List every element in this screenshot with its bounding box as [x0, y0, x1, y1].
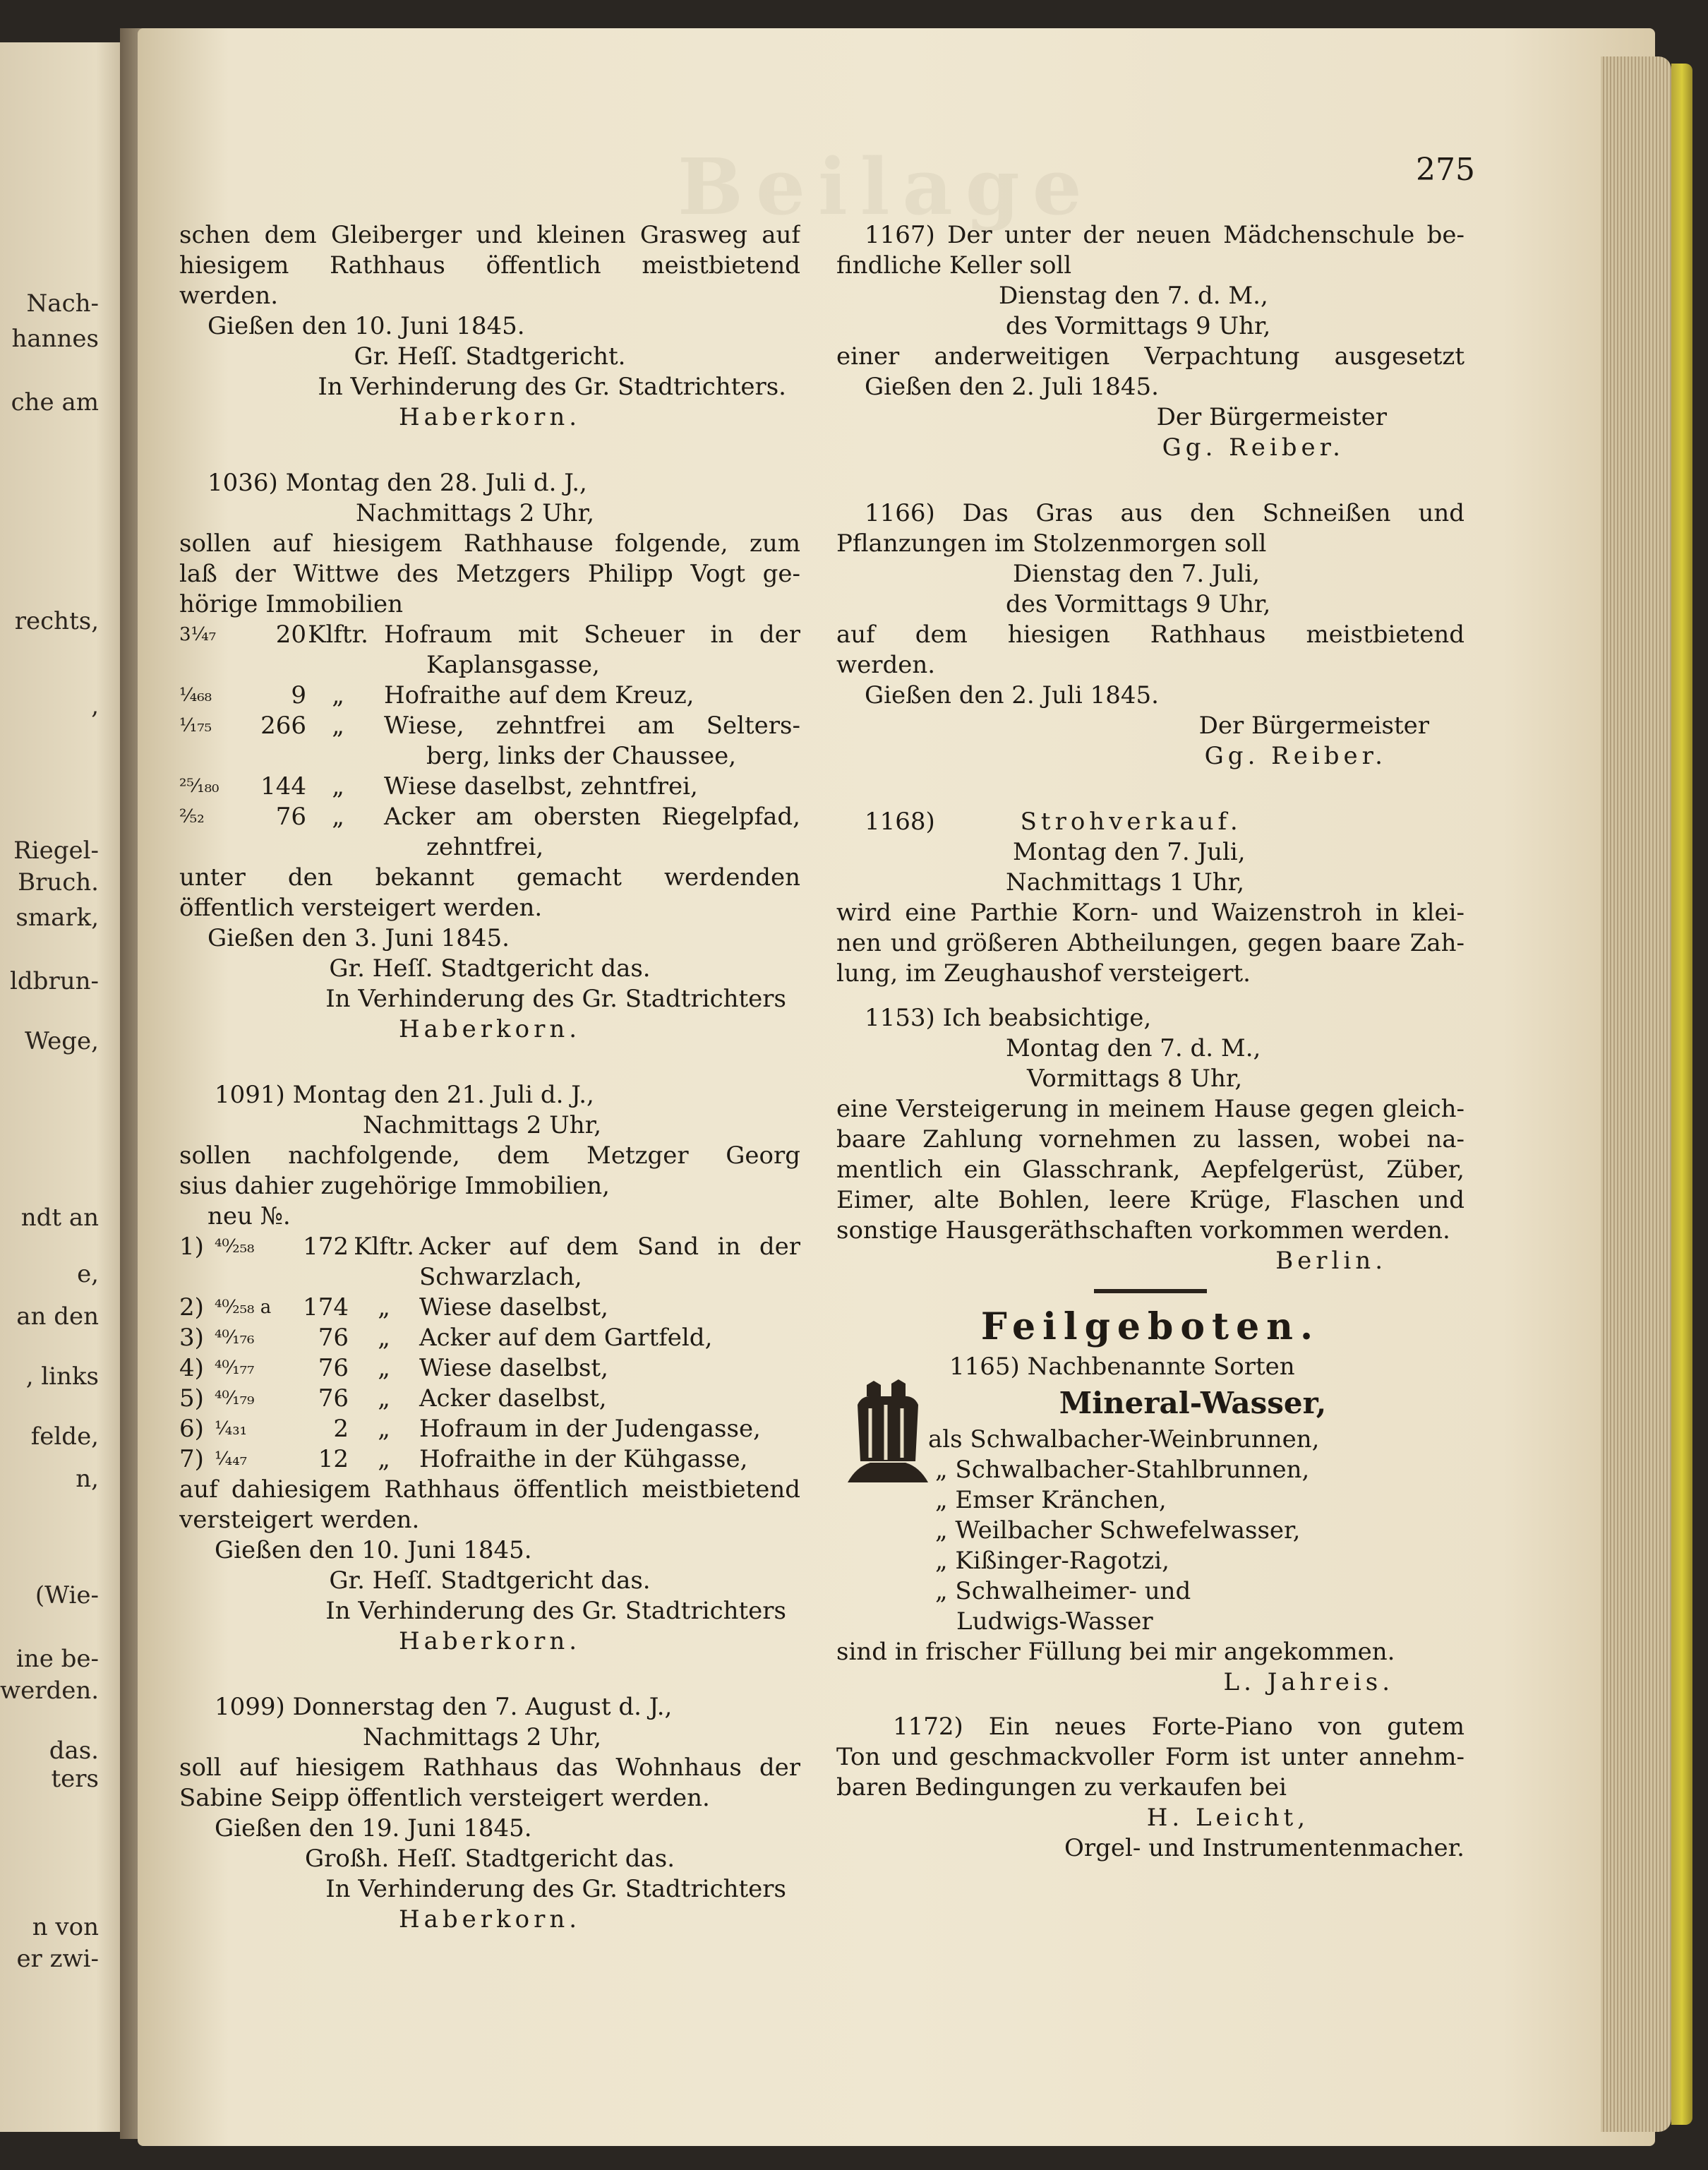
signature-name: L. Jahreis.	[1223, 1668, 1394, 1696]
ad-date: Dienstag den 7. d. M.,	[999, 282, 1268, 310]
bottle-illustration	[842, 1377, 934, 1489]
margin-fragment: felde,	[30, 1422, 99, 1451]
ad-time: Vormittags 8 Uhr,	[1027, 1065, 1243, 1093]
ad-1166	[836, 498, 1465, 772]
property-item	[179, 1323, 800, 1353]
property-description: Hofraithe auf dem Kreuz,	[384, 681, 694, 709]
bottle-neck-right	[891, 1379, 906, 1396]
margin-fragment: er zwi-	[16, 1945, 99, 1973]
plot-number: ²⁄₅₂	[179, 806, 205, 827]
text-line: Ton und geschmackvoller Form ist unter annehm-	[836, 1743, 1465, 1771]
area-unit: „	[378, 1324, 390, 1352]
property-description-cont: Schwarzlach,	[419, 1263, 582, 1291]
ad-1172	[836, 1712, 1465, 1864]
property-description: Wiese daselbst,	[419, 1354, 608, 1382]
ad-heading: 1153) Ich beabsichtige,	[865, 1004, 1152, 1032]
plot-number: ¹⁄₄₃₁	[215, 1418, 248, 1439]
text-line: sollen nachfolgende, dem Metzger Georg	[179, 1141, 800, 1170]
place-date: Gießen den 10. Juni 1845.	[215, 1536, 532, 1564]
signature-line: In Verhinderung des Gr. Stadtrichters	[325, 1875, 786, 1903]
text-line: einer anderweitigen Verpachtung ausgesetzt	[836, 342, 1465, 371]
ad-1167	[836, 220, 1465, 463]
text-line: schen dem Gleiberger und kleinen Grasweg auf	[179, 221, 800, 249]
ad-continued	[179, 220, 800, 433]
text-line: findliche Keller soll	[836, 251, 1072, 280]
item-index: 2)	[179, 1293, 204, 1321]
ad-number: 1168)	[865, 808, 935, 836]
ad-time: Nachmittags 2 Uhr,	[363, 1723, 602, 1751]
bleed-through-text: Beilage	[678, 141, 1095, 232]
property-item	[179, 1384, 800, 1414]
margin-fragment: ,	[91, 692, 99, 720]
text-line: werden.	[179, 282, 279, 310]
area-value: 2	[333, 1415, 349, 1443]
ad-1091	[179, 1080, 800, 1657]
signature-line: Gr. Heſſ. Stadtgericht das.	[329, 954, 651, 983]
list-item: Ludwigs-Wasser	[956, 1607, 1153, 1636]
item-index: 6)	[179, 1415, 204, 1443]
bottle-neck-left	[867, 1381, 881, 1396]
margin-fragment: Wege,	[25, 1027, 99, 1055]
list-item: „ Weilbacher Schwefelwasser,	[935, 1516, 1301, 1545]
signature-name: Berlin.	[1275, 1247, 1387, 1275]
plot-number: ⁴⁰⁄₁₇₉	[215, 1388, 255, 1409]
ad-heading: 1165) Nachbenannte Sorten	[949, 1353, 1295, 1381]
section-divider	[1094, 1289, 1207, 1293]
section-title: Feilgeboten.	[980, 1305, 1321, 1348]
signature-line: In Verhinderung des Gr. Stadtrichters	[325, 1597, 786, 1625]
margin-fragment: n,	[76, 1465, 99, 1493]
area-unit: „	[332, 712, 344, 740]
property-item	[179, 711, 800, 741]
list-item: als Schwalbacher-Weinbrunnen,	[928, 1425, 1320, 1453]
margin-fragment: e,	[77, 1260, 99, 1288]
ad-1099	[179, 1692, 800, 1935]
text-line: unter den bekannt gemacht werdenden	[179, 863, 800, 892]
ad-1153	[836, 1003, 1465, 1276]
margin-fragment: ldbrun-	[10, 967, 99, 995]
signature-line: Der Bürgermeister	[1156, 403, 1387, 431]
ad-date: Dienstag den 7. Juli,	[1013, 560, 1261, 588]
text-line: werden.	[836, 651, 936, 679]
text-line: hiesigem Rathhaus öffentlich meistbietend	[179, 251, 800, 280]
signature-line: Großh. Heſſ. Stadtgericht das.	[304, 1845, 675, 1873]
ad-heading: 1036) Montag den 28. Juli d. J.,	[208, 469, 587, 497]
margin-fragment: das.	[49, 1737, 99, 1765]
place-date: Gießen den 19. Juni 1845.	[215, 1814, 532, 1842]
text-line: soll auf hiesigem Rathhaus das Wohnhaus der	[179, 1754, 800, 1782]
area-unit: „	[332, 681, 344, 709]
left-page	[0, 42, 138, 2132]
text-line: wird eine Parthie Korn- und Waizenstroh in klei-	[836, 899, 1465, 927]
text-line: sius dahier zugehörige Immobilien,	[179, 1172, 610, 1200]
item-index: 1)	[179, 1233, 204, 1261]
property-item	[179, 1414, 800, 1444]
plot-number: 3¹⁄₄₇	[179, 624, 217, 645]
ad-heading: 1172) Ein neues Forte-Piano von gutem	[893, 1713, 1465, 1741]
book-edge-yellow	[1671, 64, 1692, 2125]
margin-fragment: an den	[16, 1302, 99, 1331]
property-item	[179, 681, 800, 711]
plot-number: ⁴⁰⁄₂₅₈	[215, 1236, 255, 1257]
text-line: auf dem hiesigen Rathhaus meistbietend	[836, 621, 1465, 649]
area-unit: „	[332, 803, 344, 831]
property-item	[179, 1232, 800, 1262]
signature-name: Haberkorn.	[398, 1015, 582, 1043]
ad-heading	[836, 807, 1465, 837]
text-line: Eimer, alte Bohlen, leere Krüge, Flaschen und	[836, 1186, 1465, 1214]
property-description: Acker am obersten Riegelpfad,	[384, 803, 800, 831]
area-unit: Klftr.	[354, 1233, 414, 1261]
property-item	[179, 1353, 800, 1384]
signature-line: In Verhinderung des Gr. Stadtrichters	[325, 985, 786, 1013]
text-line: auf dahiesigem Rathhaus öffentlich meistbietend	[179, 1475, 800, 1504]
plot-number: ¹⁄₁₇₅	[179, 715, 212, 736]
area-value: 9	[291, 681, 306, 709]
text-line: baare Zahlung vornehmen zu lassen, wobei na-	[836, 1125, 1465, 1153]
margin-fragment: ine be-	[16, 1645, 99, 1673]
text-line: baren Bedingungen zu verkaufen bei	[836, 1773, 1287, 1802]
signature-name: Haberkorn.	[398, 1905, 582, 1934]
item-index: 4)	[179, 1354, 204, 1382]
margin-fragment: ters	[51, 1765, 99, 1793]
column-label: neu №.	[208, 1202, 291, 1230]
margin-fragment: che am	[11, 388, 99, 416]
area-value: 20	[275, 621, 306, 649]
margin-fragment: Nach-	[26, 289, 99, 318]
margin-fragment: hannes	[11, 325, 99, 353]
signature-name: Gg. Reiber.	[1162, 433, 1345, 462]
property-description: Acker auf dem Gartfeld,	[419, 1324, 713, 1352]
ad-date: Montag den 7. d. M.,	[1006, 1034, 1261, 1062]
property-description-cont: berg, links der Chaussee,	[426, 742, 736, 770]
text-line: Sabine Seipp öffentlich versteigert werden.	[179, 1784, 710, 1812]
margin-fragment: n von	[32, 1913, 99, 1941]
ad-heading: 1099) Donnerstag den 7. August d. J.,	[215, 1693, 673, 1721]
margin-fragment: smark,	[16, 904, 99, 932]
bottle-body	[858, 1396, 918, 1461]
property-description: Wiese, zehntfrei am Selters-	[384, 712, 800, 740]
area-value: 144	[260, 772, 306, 801]
signature-name: Haberkorn.	[398, 1627, 582, 1655]
ad-heading: 1091) Montag den 21. Juli d. J.,	[215, 1081, 594, 1109]
item-index: 7)	[179, 1445, 204, 1473]
plot-number: ¹⁄₄₆₈	[179, 685, 212, 706]
ad-time: Nachmittags 2 Uhr,	[363, 1111, 602, 1139]
ad-1036	[179, 468, 800, 1045]
margin-fragment: ndt an	[20, 1204, 99, 1232]
signature-line: Gr. Heſſ. Stadtgericht das.	[329, 1566, 651, 1595]
place-date: Gießen den 3. Juni 1845.	[208, 924, 510, 952]
plot-number: ⁴⁰⁄₁₇₇	[215, 1357, 255, 1379]
property-item	[179, 1444, 800, 1475]
ad-title: Strohverkauf.	[1020, 808, 1242, 836]
area-value: 172	[303, 1233, 349, 1261]
margin-fragment: rechts,	[14, 607, 99, 635]
area-value: 12	[318, 1445, 349, 1473]
area-unit: „	[378, 1293, 390, 1321]
text-line: versteigert werden.	[179, 1506, 420, 1534]
margin-fragment: werden.	[0, 1677, 100, 1705]
property-item	[179, 620, 800, 650]
ad-heading: 1166) Das Gras aus den Schneißen und	[865, 499, 1465, 527]
text-line: Pflanzungen im Stolzenmorgen soll	[836, 529, 1267, 558]
property-description: Acker auf dem Sand in der	[419, 1233, 800, 1261]
ad-time: Nachmittags 1 Uhr,	[1006, 868, 1245, 897]
signature-line: Der Bürgermeister	[1198, 712, 1429, 740]
property-description: Acker daselbst,	[419, 1384, 607, 1413]
property-description: Wiese daselbst,	[419, 1293, 608, 1321]
area-unit: Klftr.	[308, 621, 368, 649]
text-line: öffentlich versteigert werden.	[179, 894, 543, 922]
right-column	[836, 220, 1465, 1864]
list-item: „ Schwalbacher-Stahlbrunnen,	[935, 1456, 1310, 1484]
area-unit: „	[378, 1384, 390, 1413]
signature-line: In Verhinderung des Gr. Stadtrichters.	[318, 373, 786, 401]
area-value: 266	[260, 712, 306, 740]
item-index: 3)	[179, 1324, 204, 1352]
property-item	[179, 772, 800, 802]
signature-line: Orgel- und Instrumentenmacher.	[1064, 1834, 1465, 1862]
signature-line: Gr. Heſſ. Stadtgericht.	[354, 342, 626, 371]
list-item: „ Schwalheimer- und	[935, 1577, 1191, 1605]
area-unit: „	[332, 772, 344, 801]
area-value: 174	[303, 1293, 349, 1321]
text-line: nen und größeren Abtheilungen, gegen baare Zah-	[836, 929, 1465, 957]
margin-fragment: Riegel-	[13, 837, 99, 865]
ad-heading: 1167) Der unter der neuen Mädchenschule be-	[865, 221, 1465, 249]
text-line: mentlich ein Glasschrank, Aepfelgerüst, Züber,	[836, 1156, 1465, 1184]
area-unit: „	[378, 1445, 390, 1473]
area-unit: „	[378, 1415, 390, 1443]
text-line: hörige Immobilien	[179, 590, 403, 618]
ad-time: Nachmittags 2 Uhr,	[356, 499, 595, 527]
margin-fragment: , links	[25, 1362, 99, 1391]
text-line: lung, im Zeughaushof versteigert.	[836, 959, 1251, 988]
signature-name: H. Leicht,	[1146, 1804, 1309, 1832]
ad-time: des Vormittags 9 Uhr,	[1006, 590, 1271, 618]
bottle-base	[848, 1463, 928, 1482]
ad-time: des Vormittags 9 Uhr,	[1006, 312, 1271, 340]
area-value: 76	[318, 1384, 349, 1413]
area-unit: „	[378, 1354, 390, 1382]
area-value: 76	[318, 1354, 349, 1382]
ad-date: Montag den 7. Juli,	[1013, 838, 1246, 866]
text-line: sonstige Hausgeräthschaften vorkommen werden.	[836, 1216, 1450, 1245]
ad-headline: Mineral-Wasser,	[1059, 1386, 1327, 1420]
signature-name: Gg. Reiber.	[1204, 742, 1387, 770]
place-date: Gießen den 10. Juni 1845.	[208, 312, 525, 340]
ad-1168	[836, 807, 1465, 989]
signature-name: Haberkorn.	[398, 403, 582, 431]
list-item: „ Emser Kränchen,	[935, 1486, 1167, 1514]
margin-fragment: (Wie-	[35, 1581, 99, 1609]
text-line: eine Versteigerung in meinem Hause gegen gleich-	[836, 1095, 1465, 1123]
plot-number: ²⁵⁄₁₈₀	[179, 776, 219, 797]
property-description: Hofraithe in der Kühgasse,	[419, 1445, 748, 1473]
text-line: sollen auf hiesigem Rathhause folgende, zum	[179, 529, 800, 558]
left-column	[179, 220, 800, 1935]
property-item	[179, 1293, 800, 1323]
list-item: „ Kißinger-Ragotzi,	[935, 1547, 1169, 1575]
area-value: 76	[275, 803, 306, 831]
item-index: 5)	[179, 1384, 204, 1413]
area-value: 76	[318, 1324, 349, 1352]
plot-number: ⁴⁰⁄₁₇₆	[215, 1327, 255, 1348]
property-description: Wiese daselbst, zehntfrei,	[384, 772, 698, 801]
page-edges	[1601, 56, 1671, 2132]
text-line: laß der Wittwe des Metzgers Philipp Vogt ge-	[179, 560, 800, 588]
property-description-cont: zehntfrei,	[426, 833, 544, 861]
text-line: sind in frischer Füllung bei mir angekommen.	[836, 1638, 1395, 1666]
property-item	[179, 802, 800, 832]
page-number: 275	[1416, 152, 1475, 188]
plot-number: ⁴⁰⁄₂₅₈ a	[215, 1297, 272, 1318]
place-date: Gießen den 2. Juli 1845.	[865, 373, 1159, 401]
property-description: Hofraum mit Scheuer in der	[384, 621, 800, 649]
margin-fragment: Bruch.	[18, 868, 99, 897]
plot-number: ¹⁄₄₄₇	[215, 1449, 248, 1470]
property-description: Hofraum in der Judengasse,	[419, 1415, 761, 1443]
place-date: Gießen den 2. Juli 1845.	[865, 681, 1159, 709]
property-description-cont: Kaplansgasse,	[426, 651, 600, 679]
